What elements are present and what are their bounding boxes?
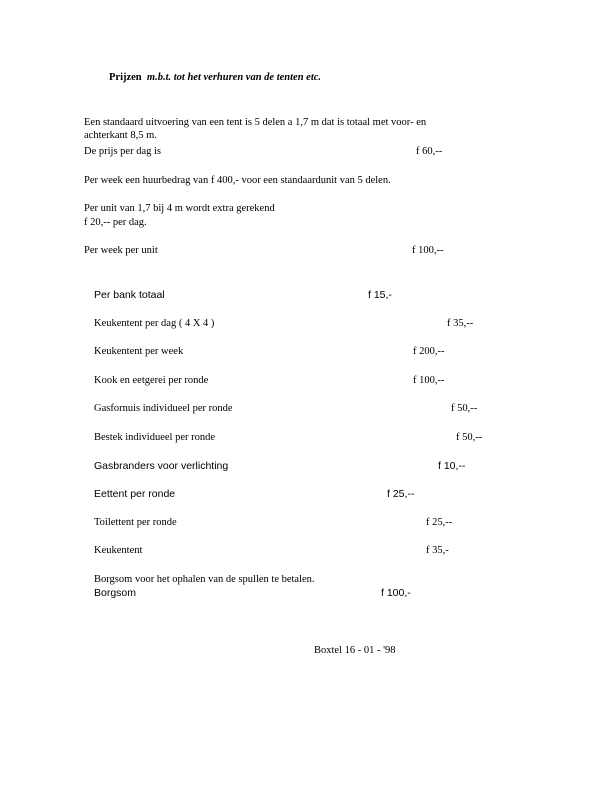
intro-line-2: achterkant 8,5 m. [84, 130, 157, 141]
line-label-borgsom-note: Borgsom voor het ophalen van de spullen te betalen. [94, 574, 315, 585]
line-label-unit-extra: Per unit van 1,7 bij 4 m wordt extra gerekend [84, 203, 275, 214]
line-label-toilettent: Toilettent per ronde [94, 517, 177, 528]
line-label-bestek: Bestek individueel per ronde [94, 432, 216, 443]
line-price-keukentent-week: f 200,-- [413, 346, 445, 357]
line-label-week-unit: Per week per unit [84, 245, 158, 256]
line-label-weekrent: Per week een huurbedrag van f 400,- voor een standaardunit van 5 delen. [84, 175, 391, 186]
line-price-dayprice: f 60,-- [416, 146, 443, 157]
line-label-borgsom: Borgsom [94, 587, 137, 599]
line-label-unit-perday: f 20,-- per dag. [84, 217, 147, 228]
line-price-gasfornuis: f 50,-- [451, 403, 478, 414]
place-date: Boxtel 16 - 01 - '98 [314, 645, 396, 656]
intro-line-1: Een standaard uitvoering van een tent is 5 delen a 1,7 m dat is totaal met voor- en [84, 117, 427, 128]
line-label-keukentent: Keukentent [94, 545, 143, 556]
line-price-gasbranders: f 10,-- [438, 460, 466, 472]
line-price-kookgerei: f 100,-- [413, 375, 445, 386]
line-label-eettent: Eettent per ronde [94, 488, 176, 500]
line-label-gasbranders: Gasbranders voor verlichting [94, 460, 229, 472]
line-label-bank: Per bank totaal [94, 289, 165, 301]
line-label-keukentent-week: Keukentent per week [94, 346, 184, 357]
line-price-bank: f 15,- [368, 289, 392, 301]
title-italic: m.b.t. tot het verhuren van de tenten etc. [146, 72, 322, 83]
line-label-dayprice: De prijs per dag is [84, 146, 161, 157]
line-price-borgsom: f 100,- [381, 587, 411, 599]
line-label-kookgerei: Kook en eetgerei per ronde [94, 375, 209, 386]
title-bold: Prijzen [109, 72, 142, 83]
line-label-gasfornuis: Gasfornuis individueel per ronde [94, 403, 233, 414]
line-price-keukentent-dag: f 35,-- [447, 318, 474, 329]
line-price-keukentent: f 35,- [426, 545, 449, 556]
line-price-eettent: f 25,-- [387, 488, 415, 500]
line-price-toilettent: f 25,-- [426, 517, 453, 528]
line-price-bestek: f 50,-- [456, 432, 483, 443]
page-title [109, 72, 321, 84]
line-price-week-unit: f 100,-- [412, 245, 444, 256]
line-label-keukentent-dag: Keukentent per dag ( 4 X 4 ) [94, 318, 215, 329]
